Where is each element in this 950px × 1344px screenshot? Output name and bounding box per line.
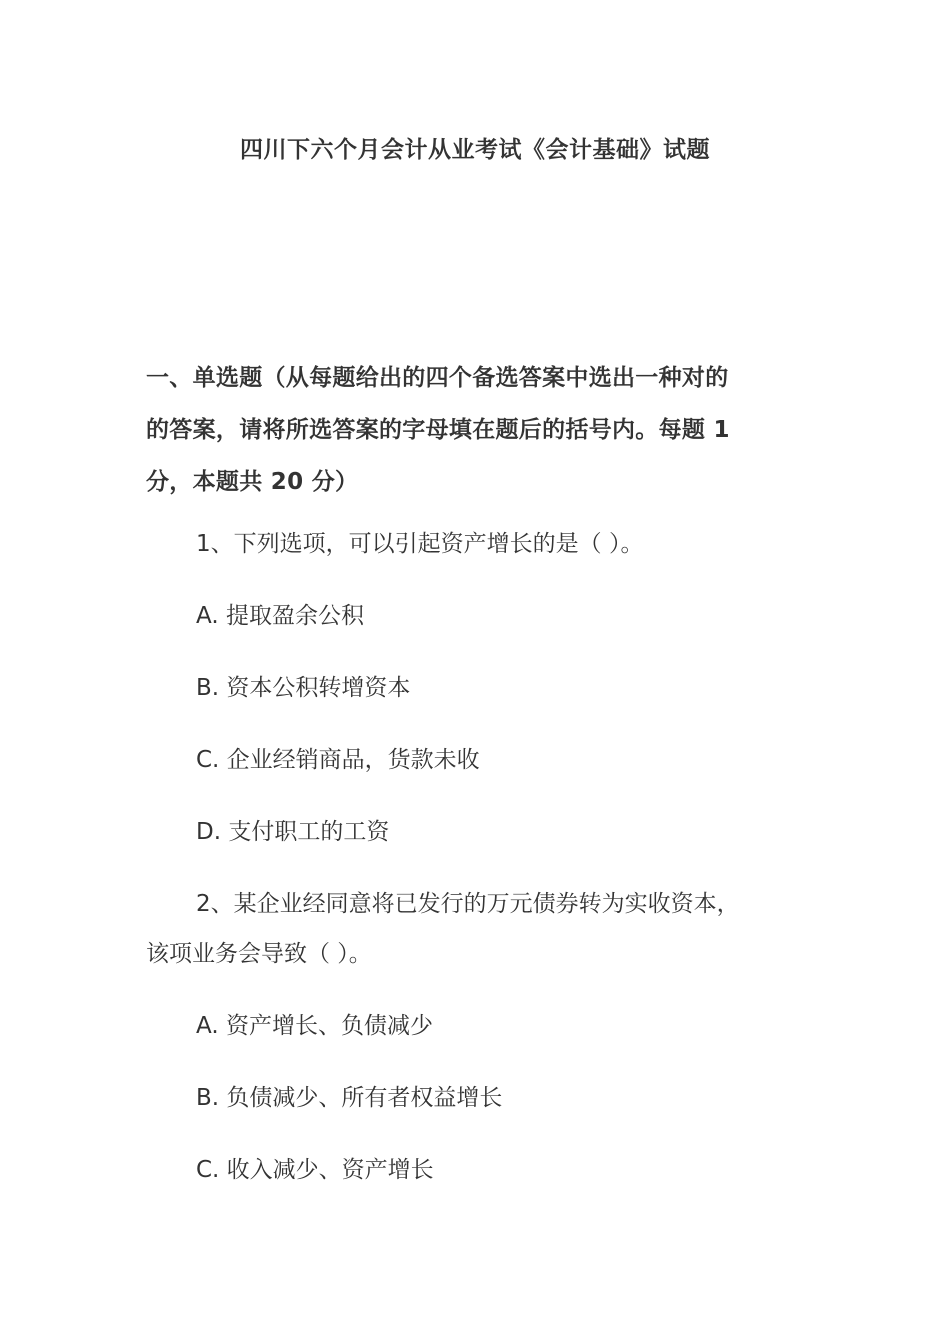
question-1-option-c: C. 企业经销商品，货款未收 [196,747,480,773]
question-1-option-b: B. 资本公积转增资本 [196,675,411,701]
question-1-stem: 1、下列选项，可以引起资产增长的是（ ）。 [196,531,644,557]
question-1-option-a: A. 提取盈余公积 [196,603,364,629]
question-2-option-c: C. 收入减少、资产增长 [196,1157,434,1183]
question-2-option-a: A. 资产增长、负债减少 [196,1013,433,1039]
section-heading-line: 分，本题共 20 分） [146,469,359,495]
question-2-option-b: B. 负债减少、所有者权益增长 [196,1085,503,1111]
document-title: 四川下六个月会计从业考试《会计基础》试题 [240,137,710,163]
question-2-stem-line-2: 该项业务会导致（ ）。 [146,941,372,967]
section-heading-line: 的答案，请将所选答案的字母填在题后的括号内。每题 1 [146,417,730,443]
question-1-option-d: D. 支付职工的工资 [196,819,390,845]
section-heading-line: 一、单选题（从每题给出的四个备选答案中选出一种对的 [146,365,729,391]
section-heading [146,352,811,508]
question-2-stem-line-1: 2、某企业经同意将已发行的万元债券转为实收资本， [196,891,740,917]
